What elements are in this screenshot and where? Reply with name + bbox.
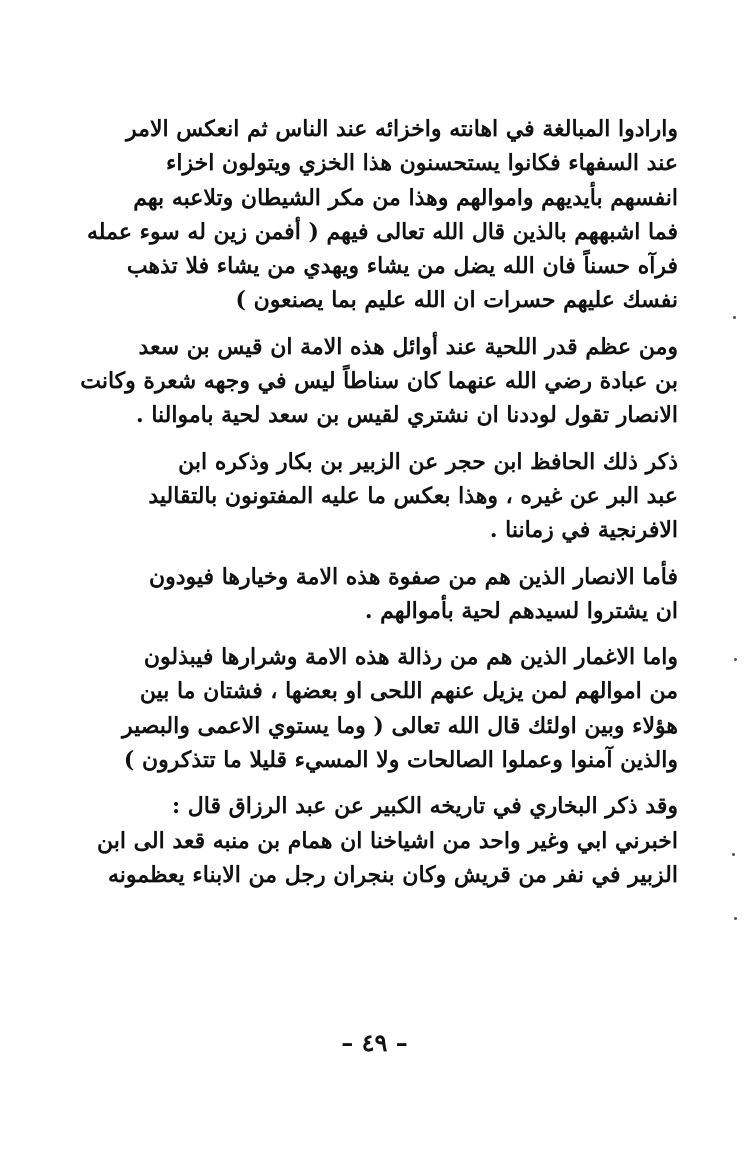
text-line: اخبرني ابي وغير واحد من اشياخنا ان همام بن منبه قعد الى ابن — [96, 827, 678, 854]
text-line: ذكر ذلك الحافظ ابن حجر عن الزبير بن بكار وذكره ابن — [178, 448, 678, 475]
scan-speck — [733, 316, 736, 319]
scan-speck — [734, 658, 737, 661]
text-line: فما اشبههم بالذين قال الله تعالى فيهم ( أفمن زين له سوء عمله — [87, 218, 678, 245]
paragraph-4 — [78, 560, 678, 629]
text-line: فأما الانصار الذين هم من صفوة هذه الامة وخيارها فيودون — [148, 563, 678, 590]
paragraph-3 — [78, 445, 678, 548]
paragraph-6 — [78, 789, 678, 892]
text-line: من اموالهم لمن يزيل عنهم اللحى او بعضها ، فشتان ما بين — [139, 678, 678, 705]
text-line: هؤلاء وبين اولئك قال الله تعالى ( وما يستوي الاعمى والبصير — [121, 712, 678, 739]
paragraph-1 — [78, 112, 678, 318]
text-line: وقد ذكر البخاري في تاريخه الكبير عن عبد الرزاق قال : — [172, 793, 678, 820]
text-line: نفسك عليهم حسرات ان الله عليم بما يصنعون ) — [235, 287, 678, 314]
scan-speck — [734, 917, 737, 920]
text-line: الانصار تقول لوددنا ان نشتري لقيس بن سعد لحية باموالنا . — [136, 402, 678, 429]
text-line: انفسهم بأيديهم واموالهم وهذا من مكر الشيطان وتلاعبه بهم — [133, 184, 678, 211]
text-line: بن عبادة رضي الله عنهما كان سناطاً ليس في وجهه شعرة وكانت — [80, 368, 678, 395]
scan-speck — [732, 853, 735, 856]
text-line: واما الاغمار الذين هم من رذالة هذه الامة وشرارها فيبذلون — [143, 644, 678, 671]
text-line: ومن عظم قدر اللحية عند أوائل هذه الامة ان قيس بن سعد — [138, 333, 678, 360]
body-text — [78, 112, 678, 904]
paragraph-2 — [78, 330, 678, 433]
text-line: الافرنجية في زماننا . — [489, 517, 678, 544]
page-number: – ٤٩ – — [341, 1028, 408, 1057]
text-line: فرآه حسناً فان الله يضل من يشاء ويهدي من يشاء فلا تذهب — [126, 253, 678, 280]
text-line: والذين آمنوا وعملوا الصالحات ولا المسيء قليلا ما تتذكرون ) — [123, 747, 678, 774]
paragraph-5 — [78, 640, 678, 777]
text-line: ان يشتروا لسيدهم لحية بأموالهم . — [364, 597, 678, 624]
text-line: الزبير في نفر من قريش وكان بنجران رجل من الابناء يعظمونه — [107, 861, 678, 888]
text-line: عبد البر عن غيره ، وهذا بعكس ما عليه المفتونون بالتقاليد — [148, 482, 678, 509]
text-line: عند السفهاء فكانوا يستحسنون هذا الخزي ويتولون اخزاء — [166, 150, 678, 177]
text-line: وارادوا المبالغة في اهانته واخزائه عند الناس ثم انعكس الامر — [126, 116, 678, 142]
